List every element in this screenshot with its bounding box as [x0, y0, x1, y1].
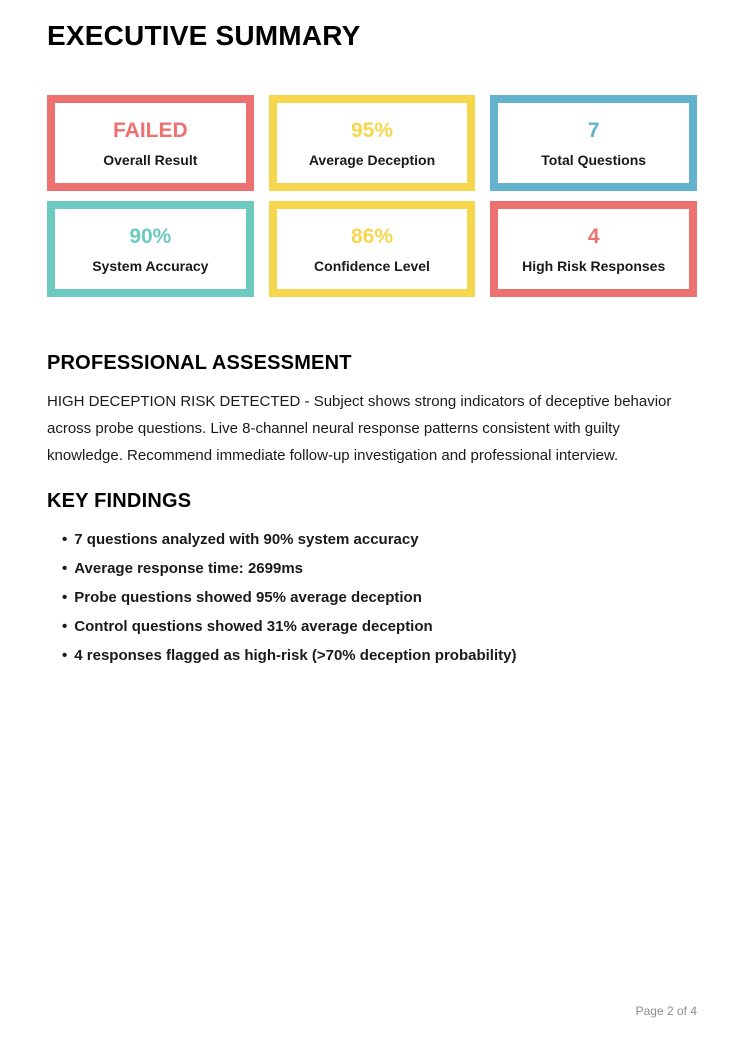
key-finding-item — [47, 532, 697, 547]
stat-label: Total Questions — [541, 151, 647, 168]
bullet-icon: • — [62, 647, 68, 664]
stat-label: High Risk Responses — [522, 257, 666, 274]
stat-label: Confidence Level — [314, 257, 430, 274]
key-finding-text: Probe questions showed 95% average deception — [74, 589, 422, 606]
key-finding-item — [47, 590, 697, 605]
key-finding-item — [47, 619, 697, 634]
stat-value: 90% — [129, 224, 172, 248]
bullet-icon: • — [62, 531, 68, 548]
section-heading-key-findings: KEY FINDINGS — [47, 490, 192, 512]
stat-value: FAILED — [112, 118, 188, 142]
key-finding-item — [47, 561, 697, 576]
stat-label: Average Deception — [308, 151, 436, 168]
key-finding-text: 4 responses flagged as high-risk (>70% deception probability) — [74, 647, 517, 664]
stat-card-overall-result — [47, 95, 254, 191]
stat-value: 7 — [587, 118, 600, 142]
stat-value: 95% — [350, 118, 393, 142]
stat-card-total-questions — [490, 95, 697, 191]
stat-value: 4 — [587, 224, 600, 248]
bullet-icon: • — [62, 560, 68, 577]
key-finding-text: Average response time: 2699ms — [74, 560, 303, 577]
section-heading-professional-assessment: PROFESSIONAL ASSESSMENT — [47, 352, 352, 374]
key-finding-item — [47, 648, 697, 663]
key-finding-text: Control questions showed 31% average deception — [74, 618, 433, 635]
stat-card-system-accuracy — [47, 201, 254, 297]
stat-value: 86% — [350, 224, 393, 248]
stat-card-confidence-level — [269, 201, 476, 297]
key-findings-list — [47, 532, 697, 663]
stat-card-average-deception — [269, 95, 476, 191]
key-finding-text: 7 questions analyzed with 90% system accuracy — [74, 531, 419, 548]
page-number: Page 2 of 4 — [635, 1004, 697, 1018]
assessment-body-text: HIGH DECEPTION RISK DETECTED - Subject shows strong indicators of deceptive behavior across probe questions. Live 8-channel neural response patterns consistent with guilty knowledge. Recommend immediate follow-up investigation and professional interview. — [47, 393, 672, 464]
summary-cards-grid — [47, 95, 697, 297]
bullet-icon: • — [62, 618, 68, 635]
stat-label: Overall Result — [103, 151, 198, 168]
page-title: EXECUTIVE SUMMARY — [47, 20, 361, 51]
stat-card-high-risk-responses — [490, 201, 697, 297]
bullet-icon: • — [62, 589, 68, 606]
stat-label: System Accuracy — [92, 257, 209, 274]
